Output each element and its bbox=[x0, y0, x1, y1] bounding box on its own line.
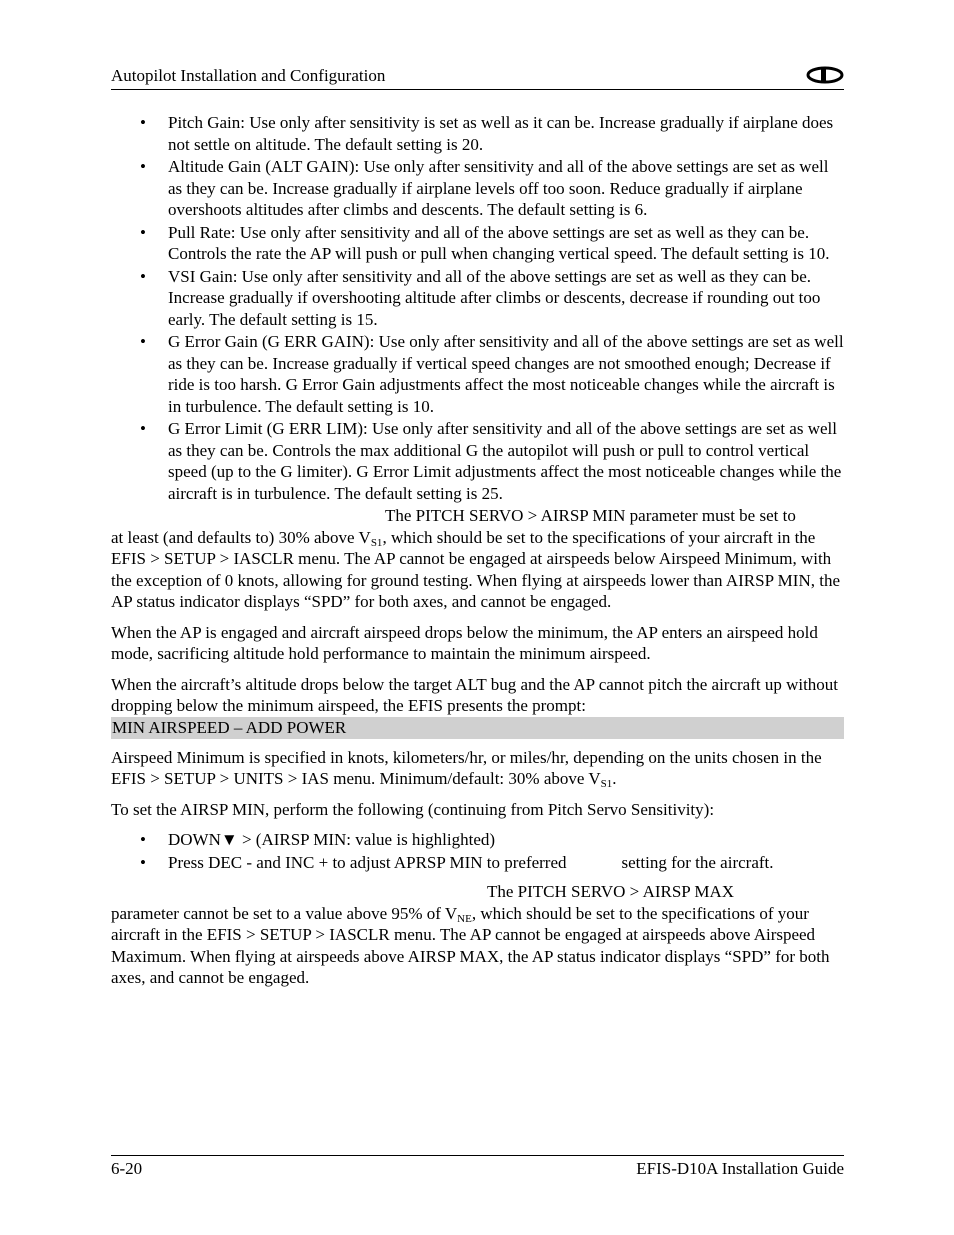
steps-list bbox=[111, 829, 844, 873]
set-airsp-min-paragraph: To set the AIRSP MIN, perform the following (continuing from Pitch Servo Sensitivity): bbox=[111, 799, 715, 819]
list-item: • Altitude Gain (ALT GAIN): Use only after sensitivity and all of the above settings are set as well as they can be. Increase gradually if airplane levels off too soon. Reduce gradually if airplane overshoots altitudes after climbs and descents. The default setting is 6. bbox=[140, 157, 829, 219]
units-paragraph: Airspeed Minimum is specified in knots, kilometers/hr, or miles/hr, depending on the units chosen in the EFIS > SETUP > UNITS > IAS menu. Minimum/default: 30% above $V_{S1}$. bbox=[111, 747, 822, 790]
list-item: • G Error Limit (G ERR LIM): Use only after sensitivity and all of the above settings are set as well as they can be. Controls the max additional G the autopilot will push or pull to control vertical speed (up to the G limiter). G Error Limit adjustments affect the most noticeable changes while the aircraft is in turbulence. The default setting is 25. bbox=[140, 419, 842, 503]
list-item: • Pitch Gain: Use only after sensitivity is set as well as it can be. Increase gradually if airplane does not settle on altitude. The default setting is 20. bbox=[140, 113, 834, 154]
list-item: • Press DEC - and INC + to adjust APRSP MIN to preferred setting for the aircraft. bbox=[140, 852, 774, 872]
header-title: Autopilot Installation and Configuration bbox=[111, 66, 386, 85]
list-item: • Pull Rate: Use only after sensitivity and all of the above settings are set as well as they can be. Controls the rate the AP will push or pull when changing vertical speed. The default setting is 10. bbox=[140, 222, 830, 263]
airsp-max-paragraph: The PITCH SERVO > AIRSP MAX parameter cannot be set to a value above 95% of $V_{NE}$, which should be set to the specifications of your aircraft in the EFIS > SETUP > IASCLR menu. The AP cannot be engaged at airspeeds above Airspeed Maximum. When flying at airspeeds above AIRSP MAX, the AP status indicator displays “SPD” for both axes, and cannot be engaged. bbox=[111, 882, 830, 987]
page-header bbox=[111, 64, 844, 90]
list-item: • DOWN▼ > (AIRSP MIN: value is highlighted) bbox=[140, 830, 496, 849]
list-item: • VSI Gain: Use only after sensitivity and all of the above settings are set as well as they can be. Increase gradually if overshooting altitude after climbs or descents, decrease if rounding out too early. The default setting is 15. bbox=[140, 266, 821, 329]
altitude-prompt-paragraph: When the aircraft’s altitude drops below the target ALT bug and the AP cannot pitch the aircraft up without dropping below the minimum airspeed, the EFIS presents the prompt: bbox=[111, 674, 839, 715]
page-footer bbox=[111, 1155, 844, 1178]
list-item: • G Error Gain (G ERR GAIN): Use only after sensitivity and all of the above settings are set as well as they can be. Increase gradually if vertical speed changes are not smoothed enough; Decrease if ride is too harsh. G Error Gain adjustments affect the most noticeable changes while the aircraft is in turbulence. The default setting is 10. bbox=[140, 332, 844, 416]
dynon-logo-icon bbox=[806, 66, 844, 84]
page-body bbox=[111, 112, 844, 998]
page-number: 6-20 bbox=[111, 1159, 143, 1178]
efis-prompt-bar: MIN AIRSPEED – ADD POWER bbox=[111, 717, 844, 739]
guide-title: EFIS-D10A Installation Guide bbox=[636, 1159, 844, 1178]
airsp-min-paragraph: The PITCH SERVO > AIRSP MIN parameter must be set to at least (and defaults to) 30% above $V_{S1}$, which should be set to the specifications of your aircraft in the EFIS > SETUP > IASCLR menu. The AP cannot be engaged at airspeeds below Airspeed Minimum, with the exception of 0 knots, allowing for ground testing. When flying at airspeeds lower than AIRSP MIN, the AP status indicator displays “SPD” for both axes, and cannot be engaged. bbox=[111, 506, 840, 611]
airspeed-hold-paragraph: When the AP is engaged and aircraft airspeed drops below the minimum, the AP enters an airspeed hold mode, sacrificing altitude hold performance to maintain the minimum airspeed. bbox=[111, 622, 818, 663]
gain-settings-list bbox=[111, 112, 844, 504]
